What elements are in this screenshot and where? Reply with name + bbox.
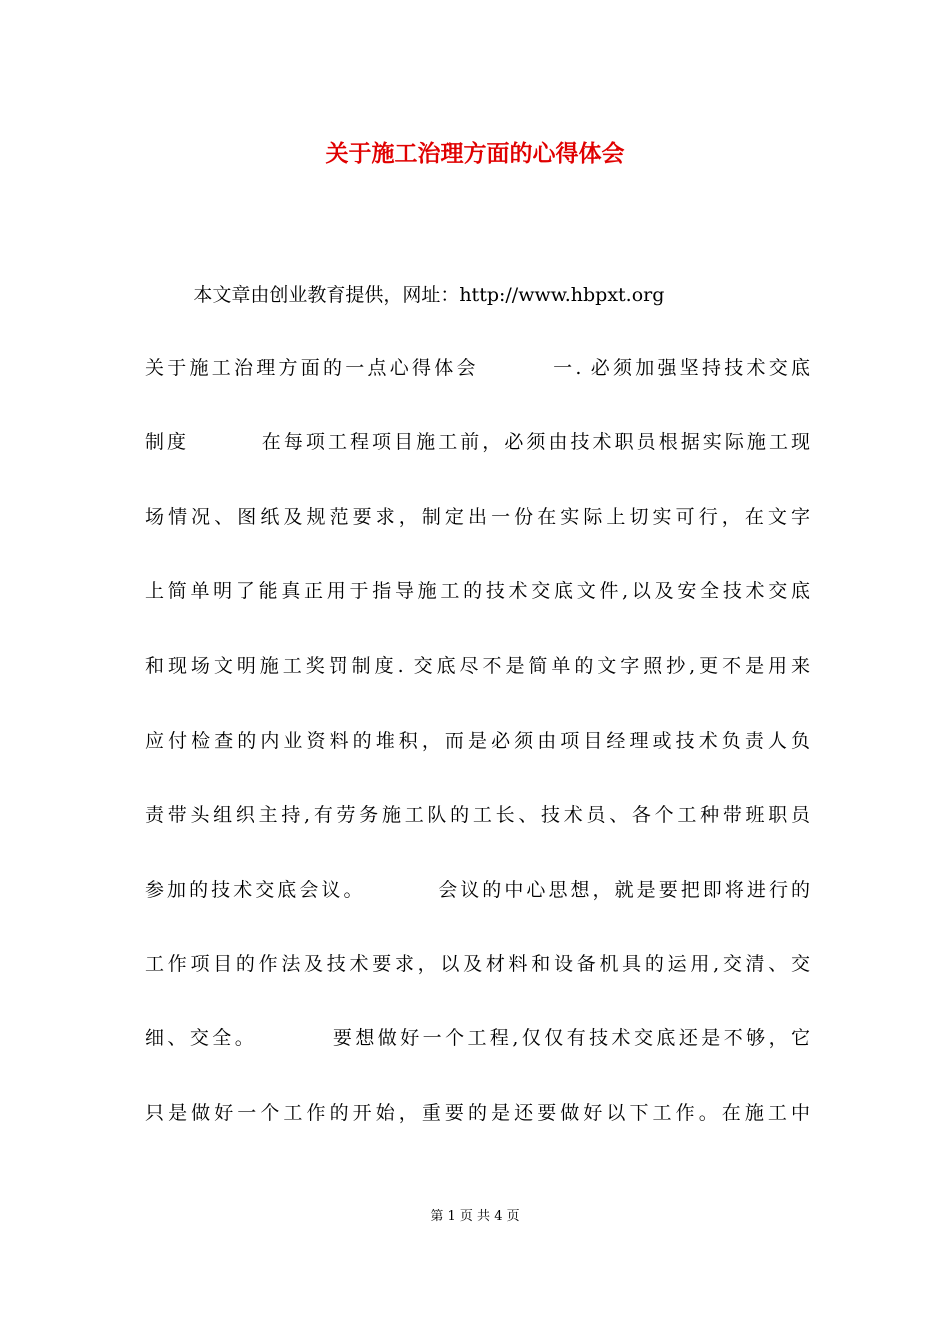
body-line-4: 场情况、图纸及规范要求，制定出一份在实际上切实可行，在文字 <box>145 506 810 528</box>
body-line-5: 上简单明了能真正用于指导施工的技术交底文件,以及安全技术交底 <box>145 580 810 602</box>
body-line-12: 只是做好一个工作的开始，重要的是还要做好以下工作。在施工中 <box>145 1102 810 1124</box>
body-line-2: 关于施工治理方面的一点心得体会 一. 必须加强坚持技术交底 <box>145 357 810 379</box>
body-line-11: 细、交全。 要想做好一个工程,仅仅有技术交底还是不够，它 <box>145 1027 810 1049</box>
body-line-10: 工作项目的作法及技术要求，以及材料和设备机具的运用,交清、交 <box>145 953 810 975</box>
body-line-6: 和现场文明施工奖罚制度. 交底尽不是简单的文字照抄,更不是用来 <box>145 655 810 677</box>
document-title: 关于施工治理方面的心得体会 <box>325 140 625 167</box>
body-line-8: 责带头组织主持,有劳务施工队的工长、技术员、各个工种带班职员 <box>145 804 810 826</box>
page-number-footer: 第 1 页 共 4 页 <box>430 1209 520 1224</box>
body-line-7: 应付检查的内业资料的堆积，而是必须由项目经理或技术负责人负 <box>145 730 810 752</box>
body-line-9: 参加的技术交底会议。 会议的中心思想，就是要把即将进行的 <box>145 879 810 901</box>
body-line-1: 本文章由创业教育提供，网址：http://www.hbpxt.org <box>145 284 665 306</box>
body-line-3: 制度 在每项工程项目施工前，必须由技术职员根据实际施工现 <box>145 431 810 453</box>
